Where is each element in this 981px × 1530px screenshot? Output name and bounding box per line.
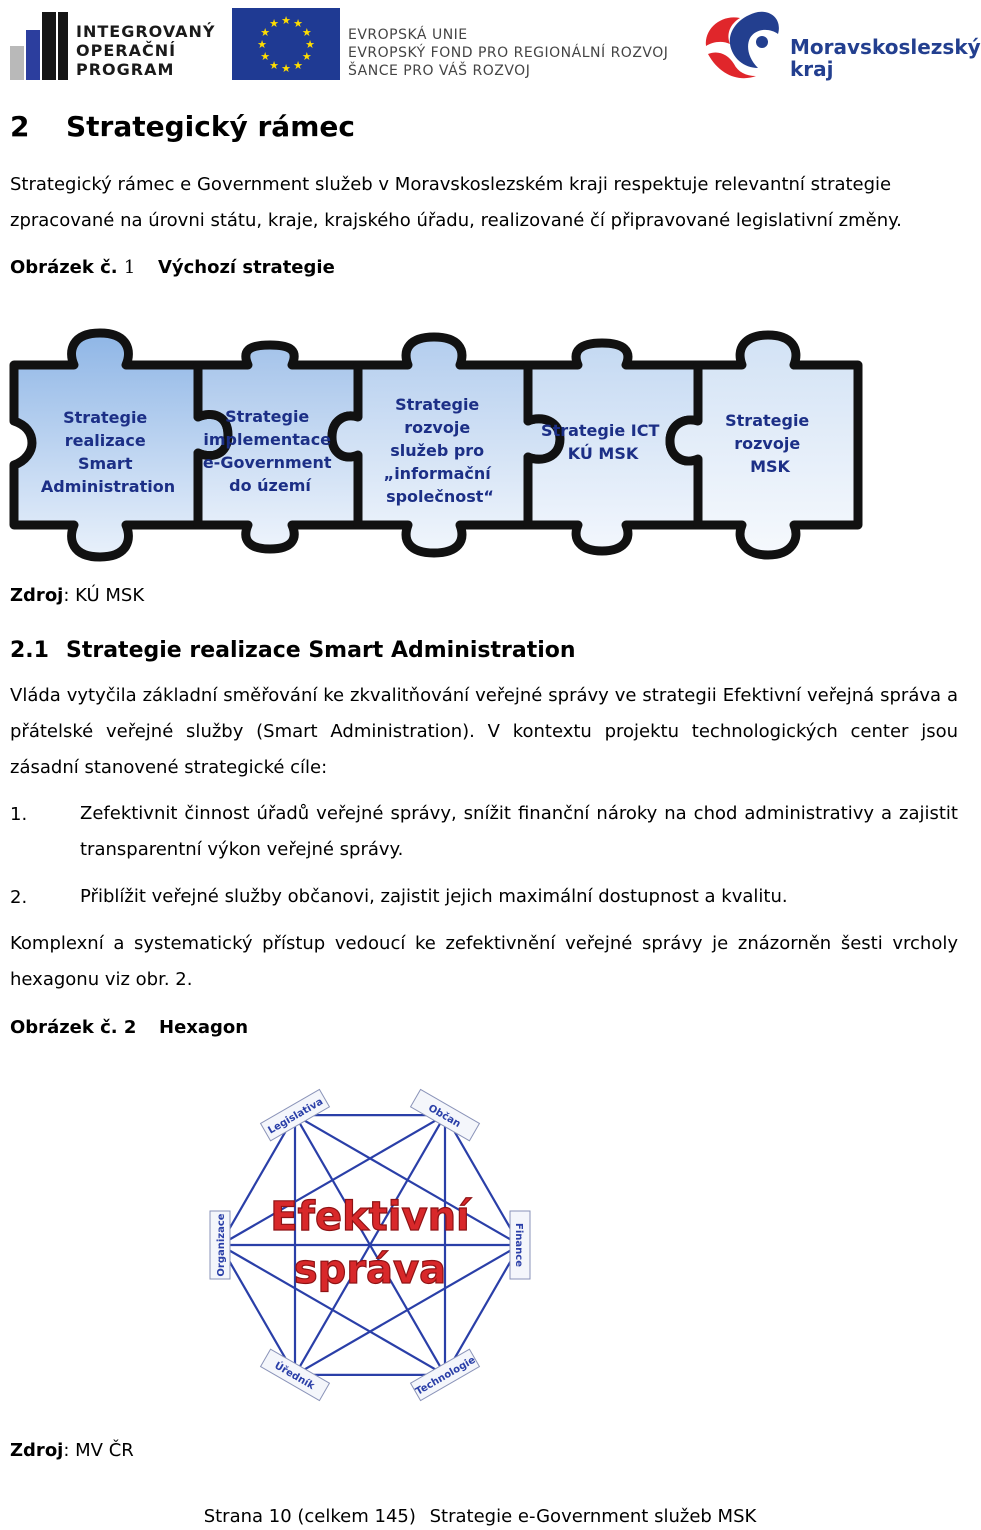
puzzle-label-4: Strategie ICT KÚ MSK xyxy=(541,421,660,463)
eu-star-icon: ★ xyxy=(260,50,271,63)
hexagon-lines xyxy=(216,1111,524,1379)
chapter-title: Strategický rámec xyxy=(66,110,355,143)
chapter-heading xyxy=(10,110,355,143)
goal-number-2: 2. xyxy=(10,887,28,908)
footer-page-number: Strana 10 (celkem 145) xyxy=(203,1506,416,1527)
svg-text:Občan: Občan xyxy=(426,1102,463,1131)
eu-star-icon: ★ xyxy=(301,26,312,39)
intro-paragraph: Strategický rámec e Government služeb v Moravskoslezském kraji respektuje relevantní strategie zpracované na úrovni státu, kraje, krajského úřadu, realizované čí připravované legislativní změny. xyxy=(10,174,902,231)
section-title: Strategie realizace Smart Administration xyxy=(66,638,576,663)
footer-document-title: Strategie e-Government služeb MSK xyxy=(429,1506,757,1527)
figure1-caption-label: Obrázek č. xyxy=(10,257,118,278)
region-line-1: Moravskoslezský xyxy=(790,35,981,59)
puzzle-label-5: Strategie rozvoje MSK xyxy=(725,411,810,476)
region-line-2: kraj xyxy=(790,57,834,81)
goal-text-1: Zefektivnit činnost úřadů veřejné správy, snížit finanční nároky na chod administrativy a zajistit transparentní výkon veřejné správy. xyxy=(80,803,958,860)
figure1-source-value: : KÚ MSK xyxy=(63,585,145,606)
hexagon-figure xyxy=(200,1070,540,1420)
eu-line-2: EVROPSKÝ FOND PRO REGIONÁLNÍ ROZVOJ xyxy=(348,45,669,61)
page-footer xyxy=(0,1506,960,1527)
section-paragraph: Vláda vytyčila základní směřování ke zkvalitňování veřejné správy ve strategii Efektivní veřejná správa a přátelské veřejné služby (Smart Administration). V kontextu projektu technologických center jsou zásadní stanovené strategické cíle: xyxy=(10,685,958,778)
section-number: 2.1 xyxy=(10,638,49,663)
chapter-number: 2 xyxy=(10,110,30,143)
eu-star-icon: ★ xyxy=(281,14,291,27)
eu-line-1: EVROPSKÁ UNIE xyxy=(348,27,468,43)
hexagon-center-line-2: správa xyxy=(293,1247,447,1293)
iop-line-2: OPERAČNÍ xyxy=(76,41,177,60)
figure2-source xyxy=(10,1440,134,1461)
goal-number-1: 1. xyxy=(10,804,28,825)
iop-line-3: PROGRAM xyxy=(76,60,175,79)
figure1-source xyxy=(10,585,144,606)
figure2-source-label: Zdroj xyxy=(10,1440,64,1461)
figure1-caption xyxy=(10,257,335,278)
hexagon-vertex-label xyxy=(210,1211,230,1279)
svg-text:Technologie: Technologie xyxy=(413,1354,478,1398)
eu-star-icon: ★ xyxy=(281,62,291,75)
eu-star-icon: ★ xyxy=(260,26,271,39)
iop-line-1: INTEGROVANÝ xyxy=(76,22,216,41)
figure2-caption-title: Hexagon xyxy=(159,1017,249,1038)
eu-flag-icon xyxy=(232,8,340,80)
svg-text:Úředník: Úředník xyxy=(272,1360,317,1393)
svg-text:Finance: Finance xyxy=(513,1223,524,1267)
hexagon-paragraph: Komplexní a systematický přístup vedoucí ke zefektivnění veřejné správy je znázorněn šesti vrcholy hexagonu viz obr. 2. xyxy=(10,933,958,990)
svg-text:Organizace: Organizace xyxy=(216,1213,227,1277)
figure2-source-value: : MV ČR xyxy=(63,1440,134,1461)
puzzle-label-3: Strategie rozvoje služeb pro „informační společnost“ xyxy=(383,395,494,506)
puzzle-figure xyxy=(8,325,868,565)
hexagon-connector xyxy=(220,1245,295,1375)
hexagon-vertex-label xyxy=(510,1211,530,1279)
eu-line-3: ŠANCE PRO VÁŠ ROZVOJ xyxy=(348,63,531,79)
eu-star-icon: ★ xyxy=(257,38,267,51)
svg-text:Legislativa: Legislativa xyxy=(266,1096,326,1137)
eu-star-icon: ★ xyxy=(305,38,315,51)
puzzle-label-2: Strategie implementace e-Government do území xyxy=(202,407,332,495)
goal-text-2: Přiblížit veřejné služby občanovi, zajistit jejich maximální dostupnost a kvalitu. xyxy=(80,886,788,907)
figure1-source-label: Zdroj xyxy=(10,585,64,606)
eu-star-icon: ★ xyxy=(293,58,303,72)
figure1-caption-title: Výchozí strategie xyxy=(157,257,335,278)
eu-star-icon: ★ xyxy=(301,50,312,63)
hexagon-connector xyxy=(445,1245,520,1375)
figure1-caption-number: 1 xyxy=(123,257,136,278)
eu-star-icon: ★ xyxy=(269,58,279,72)
hexagon-center-line-1: Efektivní xyxy=(270,1194,470,1240)
section-heading xyxy=(10,638,576,663)
eu-star-icon: ★ xyxy=(293,17,303,31)
region-logo-mark xyxy=(700,6,784,82)
figure2-caption xyxy=(10,1017,248,1038)
puzzle-label-1: Strategie realizace Smart Administration xyxy=(40,408,176,496)
eu-star-icon: ★ xyxy=(269,17,279,31)
figure2-caption-label: Obrázek č. 2 xyxy=(10,1017,137,1038)
iop-logo-mark xyxy=(10,8,68,80)
